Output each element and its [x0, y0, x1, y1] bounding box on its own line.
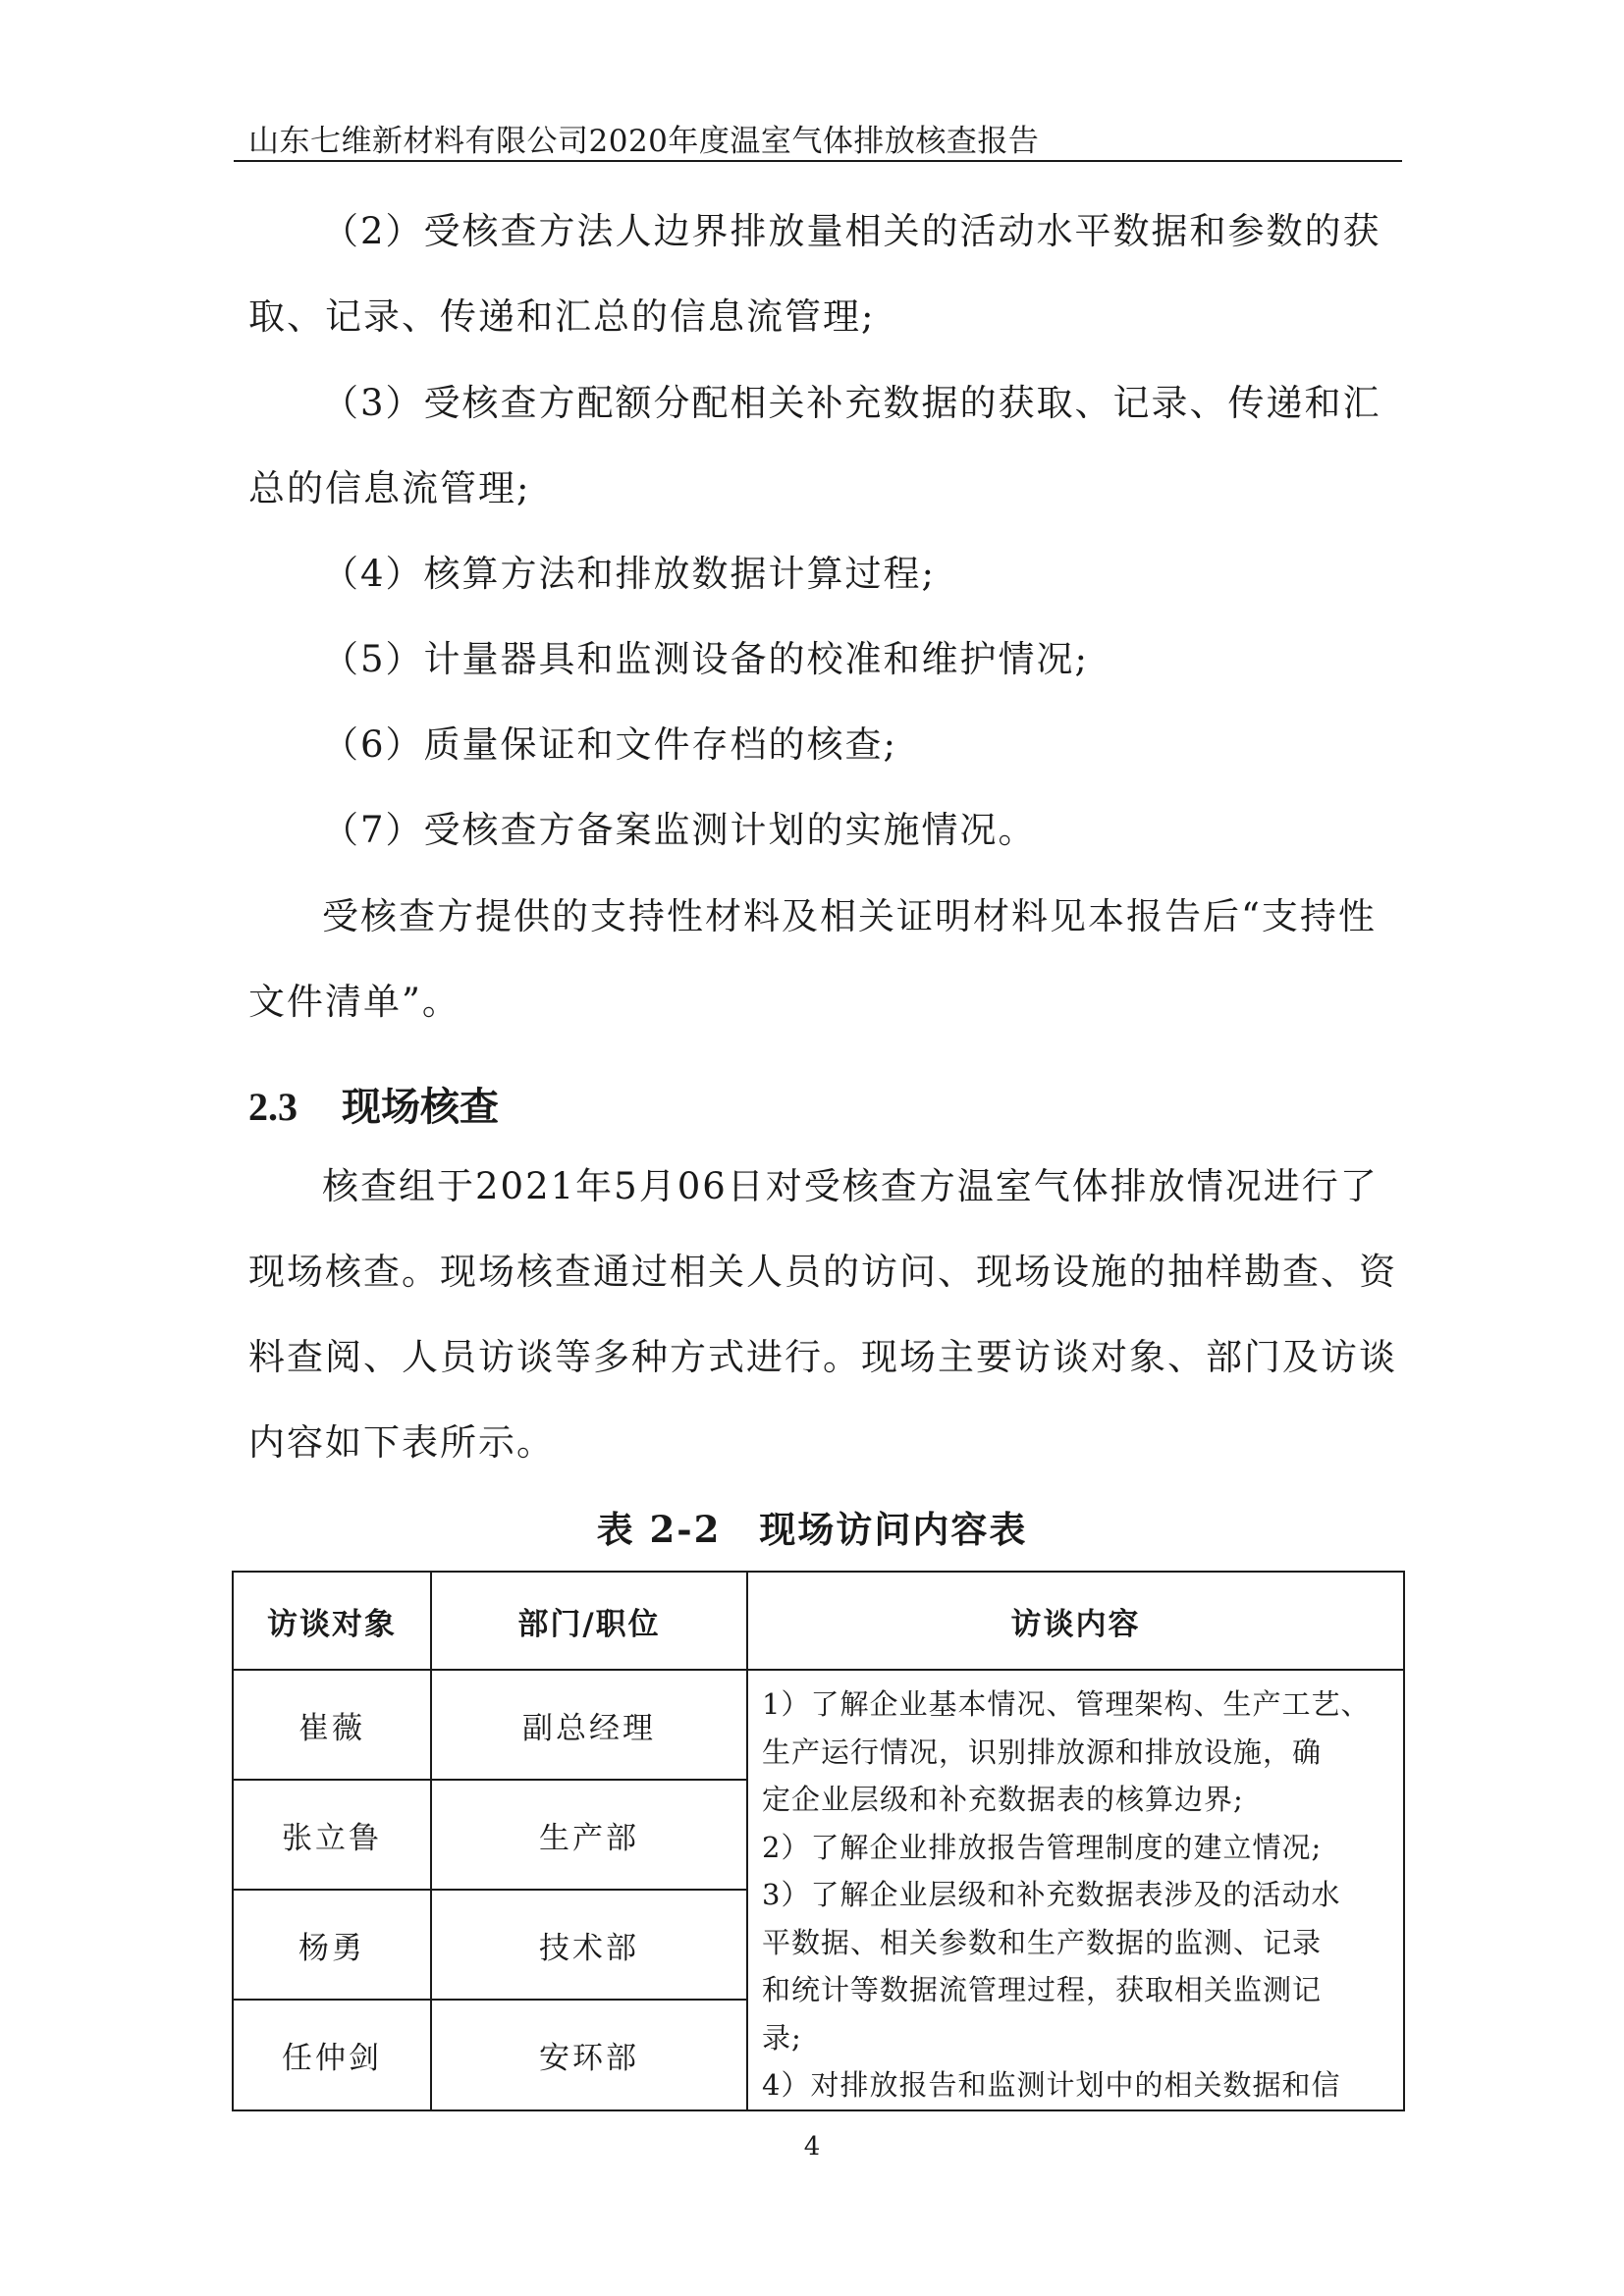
dept-cell: 技术部 — [431, 1890, 747, 2000]
paragraph-line: 总的信息流管理; — [248, 467, 531, 509]
paragraph-line: 核查组于2021年5月06日对受核查方温室气体排放情况进行了 — [322, 1165, 1379, 1207]
paragraph-line: （3）受核查方配额分配相关补充数据的获取、记录、传递和汇 — [322, 382, 1381, 424]
column-header: 访谈内容 — [747, 1572, 1404, 1670]
content-line: 定企业层级和补充数据表的核算边界; — [762, 1783, 1244, 1816]
paragraph-line: （5）计量器具和监测设备的校准和维护情况; — [322, 638, 1090, 680]
section-title: 现场核查 — [342, 1084, 499, 1130]
section-number: 2.3 — [248, 1085, 298, 1129]
paragraph-line: （4）核算方法和排放数据计算过程; — [322, 553, 937, 595]
content-line: 3）了解企业层级和补充数据表涉及的活动水 — [762, 1878, 1341, 1911]
running-header: 山东七维新材料有限公司2020年度温室气体排放核查报告 — [248, 124, 1040, 159]
content-line: 录; — [762, 2020, 802, 2055]
interview-content-cell — [747, 1670, 1404, 2110]
person-cell: 任仲剑 — [233, 2000, 431, 2109]
column-header: 部门/职位 — [431, 1572, 747, 1670]
paragraph-line: 文件清单”。 — [248, 981, 460, 1023]
content-line: 和统计等数据流管理过程，获取相关监测记 — [762, 1973, 1323, 2006]
interview-table — [232, 1571, 1405, 2111]
column-header: 访谈对象 — [233, 1572, 431, 1670]
content-line: 生产运行情况，识别排放源和排放设施，确 — [762, 1735, 1323, 1769]
content-line: 4）对排放报告和监测计划中的相关数据和信 — [762, 2068, 1341, 2102]
dept-cell: 安环部 — [431, 2000, 747, 2109]
page-number: 4 — [803, 2132, 821, 2162]
paragraph-line: （6）质量保证和文件存档的核查; — [322, 723, 898, 766]
content-line: 1）了解企业基本情况、管理架构、生产工艺、 — [762, 1687, 1371, 1721]
content-line: 2）了解企业排放报告管理制度的建立情况; — [762, 1830, 1323, 1864]
paragraph-line: 内容如下表所示。 — [248, 1421, 555, 1464]
paragraph-line: （7）受核查方备案监测计划的实施情况。 — [322, 809, 1037, 851]
section-heading — [248, 1076, 499, 1132]
table-header-row — [233, 1572, 1404, 1670]
paragraph-line: 料查阅、人员访谈等多种方式进行。现场主要访谈对象、部门及访谈 — [248, 1336, 1397, 1378]
paragraph-line: 受核查方提供的支持性材料及相关证明材料见本报告后“支持性 — [322, 895, 1377, 937]
dept-cell: 副总经理 — [431, 1670, 747, 1780]
table-row — [233, 1670, 1404, 1780]
person-cell: 杨勇 — [233, 1890, 431, 2000]
dept-cell: 生产部 — [431, 1780, 747, 1890]
table-caption: 表 2-2 现场访问内容表 — [596, 1508, 1028, 1551]
content-line: 平数据、相关参数和生产数据的监测、记录 — [762, 1925, 1323, 1959]
person-cell: 崔薇 — [233, 1670, 431, 1780]
header-divider — [234, 160, 1402, 162]
paragraph-line: 现场核查。现场核查通过相关人员的访问、现场设施的抽样勘查、资 — [248, 1251, 1397, 1293]
paragraph-line: 取、记录、传递和汇总的信息流管理; — [248, 295, 876, 338]
paragraph-line: （2）受核查方法人边界排放量相关的活动水平数据和参数的获 — [322, 210, 1381, 252]
person-cell: 张立鲁 — [233, 1780, 431, 1890]
